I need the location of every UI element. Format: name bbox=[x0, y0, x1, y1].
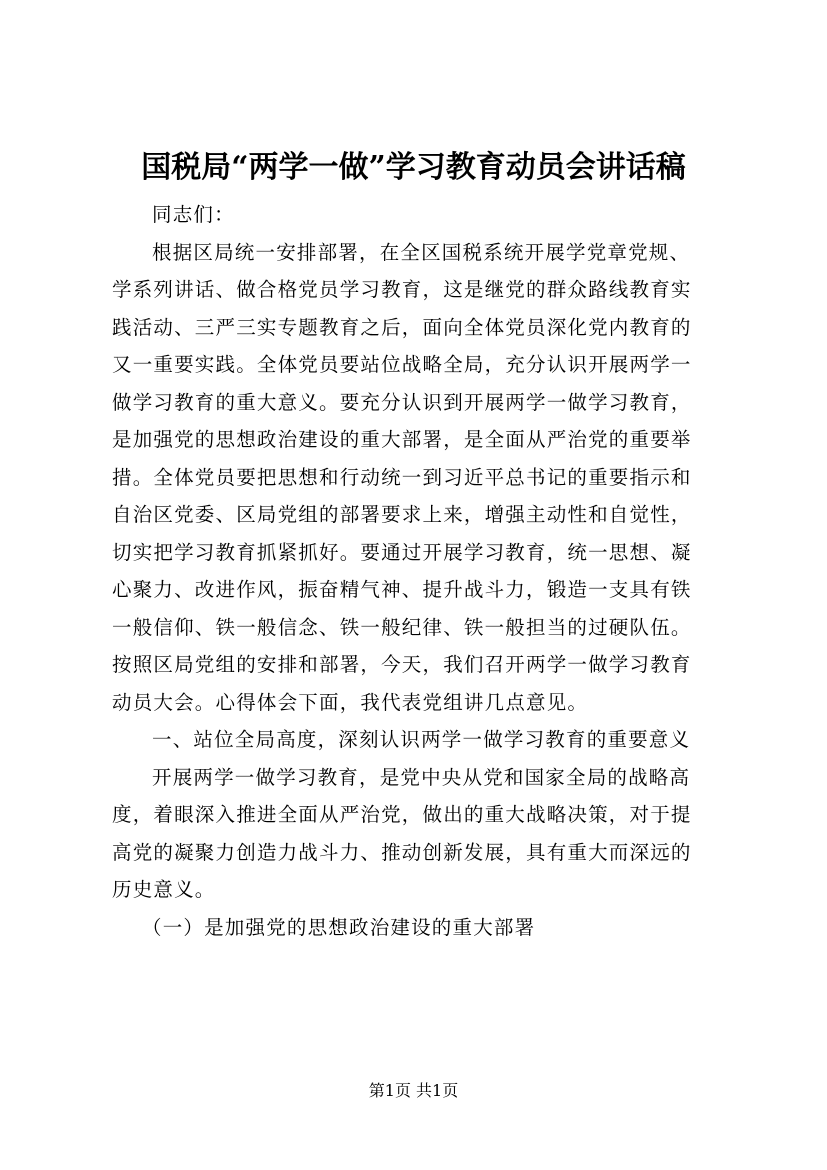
paragraph-line: 自治区党委、区局党组的部署要求上来，增强主动性和自觉性， bbox=[112, 503, 692, 526]
document-body bbox=[112, 196, 722, 946]
paragraph-line: 心聚力、改进作风，振奋精气神、提升战斗力，锻造一支具有铁 bbox=[112, 578, 692, 601]
paragraph-line: 措。全体党员要把思想和行动统一到习近平总书记的重要指示和 bbox=[112, 465, 692, 489]
section-heading: 一、站位全局高度，深刻认识两学一做学习教育的重要意义 bbox=[152, 728, 691, 751]
paragraph-line: 根据区局统一安排部署，在全区国税系统开展学党章党规、 bbox=[152, 240, 691, 264]
paragraph-line: 又一重要实践。全体党员要站位战略全局，充分认识开展两学一 bbox=[112, 353, 692, 376]
salutation-line: 同志们： bbox=[152, 203, 235, 226]
paragraph-line: 度，着眼深入推进全面从严治党，做出的重大战略决策，对于提 bbox=[112, 803, 692, 826]
paragraph-line: 切实把学习教育抓紧抓好。要通过开展学习教育，统一思想、凝 bbox=[112, 540, 692, 564]
paragraph-line: 一般信仰、铁一般信念、铁一般纪律、铁一般担当的过硬队伍。 bbox=[112, 615, 692, 639]
page-footer: 第1页 共1页 bbox=[368, 1081, 459, 1100]
paragraph-line: 做学习教育的重大意义。要充分认识到开展两学一做学习教育， bbox=[112, 390, 692, 414]
paragraph-line: 是加强党的思想政治建设的重大部署，是全面从严治党的重要举 bbox=[112, 428, 692, 451]
paragraph-line: 历史意义。 bbox=[112, 878, 216, 901]
paragraph-line: 践活动、三严三实专题教育之后，面向全体党员深化党内教育的 bbox=[112, 315, 692, 339]
paragraph-line: 高党的凝聚力创造力战斗力、推动创新发展，具有重大而深远的 bbox=[112, 840, 692, 864]
paragraph-line: 按照区局党组的安排和部署，今天，我们召开两学一做学习教育 bbox=[112, 653, 692, 676]
document-title: 国税局“两学一做”学习教育动员会讲话稿 bbox=[141, 150, 686, 185]
paragraph-line: 动员大会。心得体会下面，我代表党组讲几点意见。 bbox=[112, 690, 589, 714]
subsection-heading: （一）是加强党的思想政治建设的重大部署 bbox=[142, 915, 536, 939]
paragraph-line: 开展两学一做学习教育，是党中央从党和国家全局的战略高 bbox=[152, 765, 691, 789]
paragraph-line: 学系列讲话、做合格党员学习教育，这是继党的群众路线教育实 bbox=[112, 278, 692, 301]
